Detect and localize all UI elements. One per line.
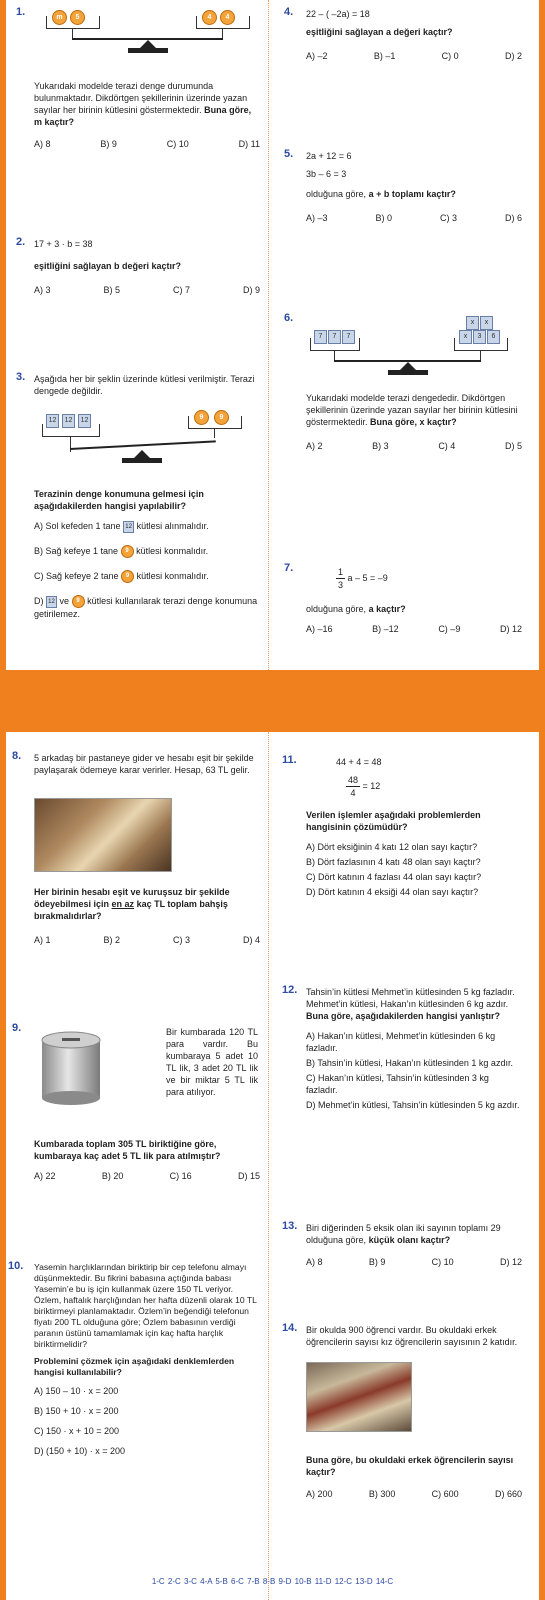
question-number-5: 5. — [284, 148, 294, 160]
coin-weight: 4 — [220, 10, 235, 25]
option-d[interactable]: D) 2 — [504, 51, 522, 61]
option-a[interactable]: A) 150 – 10 · x = 200 — [34, 1386, 119, 1396]
question-1: Yukarıdaki modelde terazi denge durumunda bulunmaktadır. Dikdörtgen şekillerinin üzerinde yazan sayılar her birinin kütlesini göstermektedir. Buna göre, m kaçtır? A) 8 B) 9 C) 10 D) 11 — [34, 81, 260, 149]
option-b[interactable]: B) 9 — [100, 139, 117, 149]
box-weight: 7 — [328, 330, 341, 344]
option-c[interactable]: C) 0 — [441, 51, 459, 61]
coin-icon: 9 — [72, 595, 85, 608]
option-b[interactable]: B) 20 — [101, 1171, 124, 1181]
option-b[interactable]: B) 150 + 10 · x = 200 — [34, 1406, 119, 1416]
option-d[interactable]: D) 6 — [504, 213, 522, 223]
option-d[interactable]: D) 660 — [494, 1489, 522, 1499]
option-c[interactable]: C) 4 — [438, 441, 456, 451]
balance-scale-6 — [306, 318, 516, 378]
box-weight: 12 — [62, 414, 75, 428]
option-c[interactable]: C) 600 — [431, 1489, 459, 1499]
question-4: 22 – ( –2a) = 18 eşitliğini sağlayan a değeri kaçtır? A) –2 B) –1 C) 0 D) 2 — [306, 9, 522, 61]
coin-weight: 4 — [202, 10, 217, 25]
option-c[interactable]: C) 10 — [166, 139, 189, 149]
question-11: 44 + 4 = 48 $\frac{48}{4}$ = 12 Verilen işlemler aşağıdaki problemlerden hangisinin çözümüdür? A) Dört eksiğinin 4 katı 12 olan sayı kaçtır? B) Dört fazlasının 4 katı 48 olan sayı kaçtır? C) Dört katının 4 fazlası 44 olan sayı kaçtır? D) Dört katının 4 eksiği 44 olan sayı kaçtır? — [306, 756, 522, 901]
box-weight: x — [480, 316, 493, 330]
option-b[interactable]: B) Tahsin’in kütlesi, Hakan’ın kütlesinden 1 kg azdır. — [306, 1058, 513, 1068]
option-d[interactable]: D) 12 ve 9 kütlesi kullanılarak terazi denge konumuna getirilemez. — [34, 595, 258, 619]
option-d[interactable]: D) Mehmet’in kütlesi, Tahsin’in kütlesinden 5 kg azdır. — [306, 1100, 520, 1110]
box-weight: 6 — [487, 330, 500, 344]
option-a[interactable]: A) –2 — [306, 51, 328, 61]
box-icon: 12 — [123, 521, 134, 533]
option-c[interactable]: C) 10 — [431, 1257, 454, 1267]
option-a[interactable]: A) Hakan’ın kütlesi, Mehmet’in kütlesinden 6 kg fazladır. — [306, 1031, 496, 1053]
worksheet-page-1 — [6, 0, 539, 670]
question-14-intro: Bir okulda 900 öğrenci vardır. Bu okuldaki erkek öğrencilerin sayısı kız öğrencilerin sayısının 2 katıdır. — [306, 1325, 518, 1347]
option-b[interactable]: B) 3 — [372, 441, 389, 451]
worksheet-page-2 — [6, 732, 539, 1600]
coin-weight: 9 — [194, 410, 209, 425]
box-weight: x — [466, 316, 479, 330]
box-weight: 12 — [78, 414, 91, 428]
question-3: Terazinin denge konumuna gelmesi için aşağıdakilerden hangisi yapılabilir? A) Sol kefeden 1 tane 12 kütlesi alınmalıdır. B) Sağ kefeye 1 tane 9 kütlesi konmalıdır. C) Sağ kefeye 2 tane 9 kütlesi konmalıdır. D) 12 ve 9 kütlesi kullanılarak terazi denge konumuna getirilemez. — [34, 488, 260, 623]
option-a[interactable]: A) 200 — [306, 1489, 333, 1499]
option-a[interactable]: A) –3 — [306, 213, 328, 223]
option-c[interactable]: C) 3 — [439, 213, 457, 223]
option-c[interactable]: C) 150 · x + 10 = 200 — [34, 1426, 120, 1436]
question-number-12: 12. — [282, 984, 298, 996]
option-d[interactable]: D) 15 — [237, 1171, 260, 1181]
option-a[interactable]: A) 8 — [306, 1257, 323, 1267]
option-a[interactable]: A) 8 — [34, 139, 51, 149]
option-c[interactable]: C) Hakan’ın kütlesi, Tahsin’in kütlesinden 3 kg fazladır. — [306, 1073, 489, 1095]
option-b[interactable]: B) Dört fazlasının 4 katı 48 olan sayı kaçtır? — [306, 857, 481, 867]
option-b[interactable]: B) –12 — [372, 624, 399, 634]
option-c[interactable]: C) Dört katının 4 fazlası 44 olan sayı kaçtır? — [306, 872, 482, 882]
question-13: Biri diğerinden 5 eksik olan iki sayının toplamı 29 olduğuna göre, küçük olanı kaçtır? A) 8 B) 9 C) 10 D) 12 — [306, 1223, 522, 1267]
question-9-intro: Bir kumbarada 120 TL para vardır. Bu kumbaraya 5 adet 10 TL lik, 3 adet 20 TL lik ve bir miktar 5 TL lik para atılıyor. — [166, 1027, 258, 1097]
option-b[interactable]: B) 0 — [375, 213, 392, 223]
box-weight: 3 — [473, 330, 486, 344]
option-a[interactable]: A) Dört eksiğinin 4 katı 12 olan sayı kaçtır? — [306, 842, 478, 852]
question-14: Buna göre, bu okuldaki erkek öğrencilerin sayısı kaçtır? A) 200 B) 300 C) 600 D) 660 — [306, 1455, 522, 1499]
coin-weight: 5 — [70, 10, 85, 25]
option-c[interactable]: C) 3 — [172, 935, 190, 945]
question-number-7: 7. — [284, 562, 294, 574]
option-a[interactable]: A) 22 — [34, 1171, 56, 1181]
question-number-9: 9. — [12, 1022, 22, 1034]
question-7: $\frac{1}{3}$ a – 5 = –9 olduğuna göre, a kaçtır? A) –16 B) –12 C) –9 D) 12 — [306, 567, 522, 634]
fraction: $\frac{48}{4}$ — [348, 775, 359, 798]
option-d[interactable]: D) 12 — [499, 1257, 522, 1267]
balance-scale-3 — [38, 414, 258, 468]
column-divider — [268, 732, 269, 1600]
coin-icon: 9 — [121, 570, 134, 583]
bakery-photo — [34, 798, 172, 872]
question-10: Yasemin harçlıklarından biriktirip bir cep telefonu almayı düşünmektedir. Bu fikrini babasına açtığında babası Yasemin’e bu iş için kullanmak üzere 150 TL veriyor. Özlem, haftalık harçlığından her hafta düzenli olarak 10 TL biriktirmeyi planlamaktadır. Özlem’in beğendiği telefonun fiyatı 200 TL olduğuna göre; Özlem babasının verdiği paranın üstünü tamamlamak için kaç hafta harçlık biriktirmelidir? Problemini çözmek için aşağıdaki denklemlerden hangisi kullanılabilir? A) 150 – 10 · x = 200 B) 150 + 10 · x = 200 C) 150 · x + 10 = 200 D) (150 + 10) · x = 200 — [34, 1262, 260, 1460]
question-8: Her birinin hesabı eşit ve kuruşsuz bir şekilde ödeyebilmesi için en az kaç TL toplam bahşiş bırakmalıdırlar? A) 1 B) 2 C) 3 D) 4 — [34, 887, 260, 945]
box-weight: 7 — [342, 330, 355, 344]
question-number-3: 3. — [16, 371, 26, 383]
question-9: Kumbarada toplam 305 TL biriktiğine göre, kumbaraya kaç adet 5 TL lik para atılmıştır? A) 22 B) 20 C) 16 D) 15 — [34, 1139, 260, 1181]
fraction: $\frac{1}{3}$ — [338, 567, 344, 590]
coin-weight: m — [52, 10, 67, 25]
option-a[interactable]: A) 1 — [34, 935, 51, 945]
option-c[interactable]: C) Sağ kefeye 2 tane 9 kütlesi konmalıdır. — [34, 570, 260, 583]
coin-icon: 9 — [121, 545, 134, 558]
option-a[interactable]: A) 2 — [306, 441, 323, 451]
option-b[interactable]: B) –1 — [373, 51, 396, 61]
option-b[interactable]: B) 2 — [103, 935, 120, 945]
question-8-intro: 5 arkadaş bir pastaneye gider ve hesabı eşit bir şekilde paylaşarak ödemeye karar verirler. Hesap, 63 TL gelir. — [34, 753, 254, 775]
box-icon: 12 — [46, 596, 57, 608]
box-weight: x — [459, 330, 472, 344]
question-number-11: 11. — [282, 754, 297, 766]
question-number-8: 8. — [12, 750, 22, 762]
question-number-14: 14. — [282, 1322, 298, 1334]
question-number-4: 4. — [284, 6, 294, 18]
piggy-bank-tin-image — [38, 1030, 104, 1106]
option-c[interactable]: C) 7 — [172, 285, 190, 295]
coin-weight: 9 — [214, 410, 229, 425]
option-d[interactable]: D) 9 — [242, 285, 260, 295]
option-c[interactable]: C) –9 — [438, 624, 461, 634]
question-number-1: 1. — [16, 6, 26, 18]
question-number-10: 10. — [8, 1260, 24, 1272]
column-divider — [268, 0, 269, 670]
question-12: Tahsin’in kütlesi Mehmet’in kütlesinden 5 kg fazladır. Mehmet’in kütlesi, Hakan’ın kütlesinden 6 kg azdır. Buna göre, aşağıdakilerden hangisi yanlıştır? A) Hakan’ın kütlesi, Mehmet’in kütlesinden 6 kg fazladır. B) Tahsin’in kütlesi, Hakan’ın kütlesinden 1 kg azdır. C) Hakan’ın kütlesi, Tahsin’in kütlesinden 3 kg fazladır. D) Mehmet’in kütlesi, Tahsin’in kütlesinden 5 kg azdır. — [306, 986, 522, 1114]
option-d[interactable]: D) 12 — [499, 624, 522, 634]
question-number-6: 6. — [284, 312, 294, 324]
option-a[interactable]: A) 3 — [34, 285, 51, 295]
question-2: 17 + 3 · b = 38 eşitliğini sağlayan b değeri kaçtır? A) 3 B) 5 C) 7 D) 9 — [34, 239, 260, 295]
option-b[interactable]: B) Sağ kefeye 1 tane 9 kütlesi konmalıdır. — [34, 545, 260, 558]
school-students-photo — [306, 1362, 412, 1432]
option-a[interactable]: A) –16 — [306, 624, 333, 634]
box-weight: 7 — [314, 330, 327, 344]
option-d[interactable]: D) Dört katının 4 eksiği 44 olan sayı kaçtır? — [306, 887, 479, 897]
option-a[interactable]: A) Sol kefeden 1 tane 12 kütlesi alınmalıdır. — [34, 521, 209, 531]
question-number-2: 2. — [16, 236, 26, 248]
question-3-intro: Aşağıda her bir şeklin üzerinde kütlesi verilmiştir. Terazi dengede değildir. — [34, 374, 255, 396]
box-weight: 12 — [46, 414, 59, 428]
balance-scale-1 — [38, 14, 258, 64]
option-c[interactable]: C) 16 — [169, 1171, 192, 1181]
option-b[interactable]: B) 9 — [368, 1257, 386, 1267]
option-d[interactable]: D) 11 — [238, 139, 260, 149]
option-d[interactable]: D) 4 — [242, 935, 260, 945]
option-b[interactable]: B) 5 — [103, 285, 120, 295]
option-d[interactable]: D) 5 — [504, 441, 522, 451]
option-d[interactable]: D) (150 + 10) · x = 200 — [34, 1446, 126, 1456]
option-b[interactable]: B) 300 — [368, 1489, 396, 1499]
question-number-13: 13. — [282, 1220, 298, 1232]
question-5: 2a + 12 = 6 3b – 6 = 3 olduğuna göre, a + b toplamı kaçtır? A) –3 B) 0 C) 3 D) 6 — [306, 151, 522, 223]
question-6: Yukarıdaki modelde terazi dengededir. Dikdörtgen şekillerinin üzerinde yazan sayılar her birinin kütlesini göstermektedir. Buna göre, x kaçtır? A) 2 B) 3 C) 4 D) 5 — [306, 393, 522, 451]
answer-key: 1-C 2-C 3-C 4-A 5-B 6-C 7-B 8-B 9-D 10-B 11-D 12-C 13-D 14-C — [151, 1577, 394, 1586]
